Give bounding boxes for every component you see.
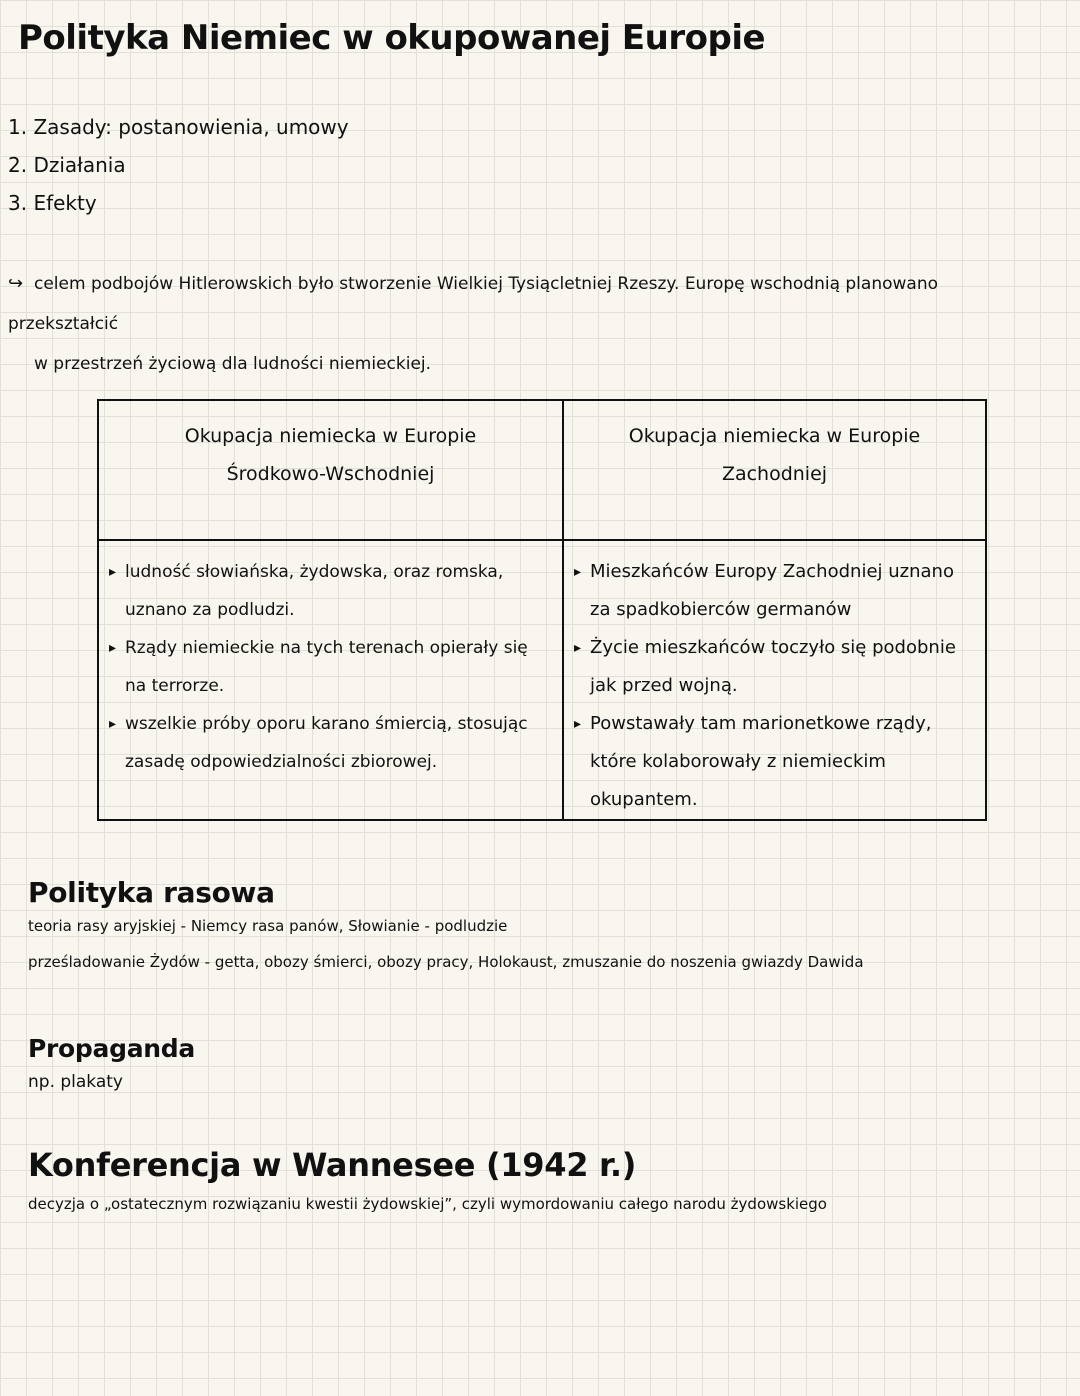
propaganda-section bbox=[28, 1034, 1058, 1101]
header-left-line2: Środkowo-Wschodniej bbox=[226, 463, 435, 485]
table-header-row bbox=[98, 400, 986, 540]
list-item: ▸ ludność słowiańska, żydowska, oraz romska, uznano za podludzi. bbox=[109, 553, 548, 629]
conference-heading: Konferencja w Wannesee (1942 r.) bbox=[28, 1146, 637, 1184]
outline-item: 1. Zasady: postanowienia, umowy bbox=[8, 115, 349, 139]
intro-line-2: w przestrzeń życiową dla ludności niemieckiej. bbox=[34, 354, 432, 374]
list-item: ▸ wszelkie próby oporu karano śmiercią, stosując zasadę odpowiedzialności zbiorowej. bbox=[109, 705, 548, 781]
table-body-row bbox=[98, 540, 986, 820]
racial-policy-heading: Polityka rasowa bbox=[28, 876, 275, 909]
propaganda-line-1: np. plakaty bbox=[28, 1072, 123, 1092]
conference-section bbox=[28, 1146, 1058, 1224]
conference-line-1: decyzja o „ostatecznym rozwiązaniu kwestii żydowskiej”, czyli wymordowaniu całego narodu żydowskiego bbox=[28, 1195, 827, 1213]
outline-list bbox=[8, 108, 349, 222]
left-bullet-list bbox=[99, 541, 562, 781]
body-left bbox=[98, 540, 563, 820]
list-item: ▸ Powstawały tam marionetkowe rządy, które kolaborowały z niemieckim okupantem. bbox=[574, 705, 971, 819]
arrow-icon: ↪ bbox=[8, 273, 24, 294]
racial-policy-line-1: teoria rasy aryjskiej - Niemcy rasa panów, Słowianie - podludzie bbox=[28, 917, 508, 935]
list-item: ▸ Rządy niemieckie na tych terenach opierały się na terrorze. bbox=[109, 629, 548, 705]
header-left-line1: Okupacja niemiecka w Europie bbox=[184, 425, 477, 447]
propaganda-heading: Propaganda bbox=[28, 1034, 195, 1063]
header-left bbox=[98, 400, 563, 540]
body-right bbox=[563, 540, 986, 820]
right-bullet-list bbox=[564, 541, 985, 819]
occupation-comparison-table bbox=[97, 399, 987, 821]
header-right-line1: Okupacja niemiecka w Europie bbox=[628, 425, 921, 447]
racial-policy-section bbox=[28, 876, 1058, 981]
outline-item: 3. Efekty bbox=[8, 191, 97, 215]
page-title: Polityka Niemiec w okupowanej Europie bbox=[18, 18, 766, 58]
racial-policy-line-2: prześladowanie Żydów - getta, obozy śmierci, obozy pracy, Holokaust, zmuszanie do noszenia gwiazdy Dawida bbox=[28, 953, 864, 971]
list-item: ▸ Mieszkańców Europy Zachodniej uznano za spadkobierców germanów bbox=[574, 553, 971, 629]
header-right bbox=[563, 400, 986, 540]
list-item: ▸ Życie mieszkańców toczyło się podobnie jak przed wojną. bbox=[574, 629, 971, 705]
header-right-line2: Zachodniej bbox=[721, 463, 828, 485]
outline-item: 2. Działania bbox=[8, 153, 126, 177]
intro-paragraph bbox=[8, 264, 993, 384]
intro-line-1: celem podbojów Hitlerowskich było stworzenie Wielkiej Tysiącletniej Rzeszy. Europę wschodnią planowano przekształcić bbox=[8, 274, 938, 334]
